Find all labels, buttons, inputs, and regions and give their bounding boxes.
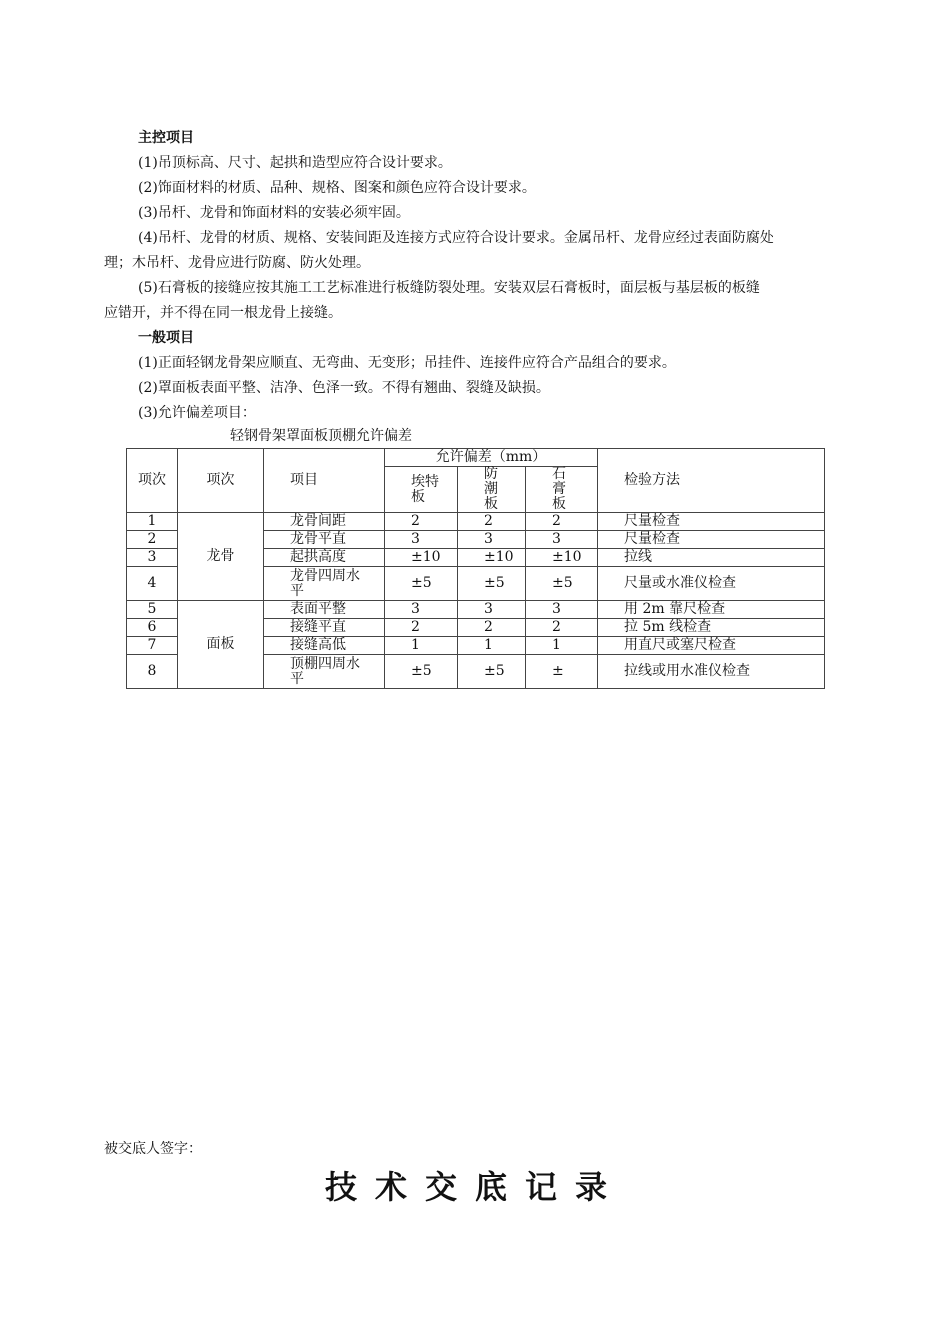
signature-label: 被交底人签字： bbox=[104, 1141, 202, 1157]
row-item: 起拱高度 bbox=[264, 549, 385, 567]
row-method: 拉 5m 线检查 bbox=[598, 619, 825, 637]
row-v2: 3 bbox=[458, 531, 526, 549]
row-no: 1 bbox=[127, 513, 178, 531]
row-item: 接缝平直 bbox=[264, 619, 385, 637]
table-row bbox=[127, 513, 825, 531]
row-v3: ± bbox=[526, 655, 598, 689]
row-method: 尺量检查 bbox=[598, 513, 825, 531]
row-v3: 1 bbox=[526, 637, 598, 655]
row-v3: ±10 bbox=[526, 549, 598, 567]
header-sub-2: 防潮板 bbox=[458, 467, 526, 513]
row-item: 龙骨平直 bbox=[264, 531, 385, 549]
row-item: 龙骨四周水平 bbox=[264, 567, 385, 601]
general-item-3: (3)允许偏差项目： bbox=[138, 405, 256, 421]
row-v2: ±10 bbox=[458, 549, 526, 567]
row-no: 3 bbox=[127, 549, 178, 567]
row-v2: 2 bbox=[458, 513, 526, 531]
row-v1: ±10 bbox=[385, 549, 458, 567]
row-item: 表面平整 bbox=[264, 601, 385, 619]
row-v1: 1 bbox=[385, 637, 458, 655]
row-v2: 1 bbox=[458, 637, 526, 655]
row-no: 2 bbox=[127, 531, 178, 549]
main-control-item-3: (3)吊杆、龙骨和饰面材料的安装必须牢固。 bbox=[138, 205, 410, 221]
row-item: 接缝高低 bbox=[264, 637, 385, 655]
tolerance-table bbox=[126, 448, 825, 689]
row-method: 用直尺或塞尺检查 bbox=[598, 637, 825, 655]
header-tolerance: 允许偏差（mm） bbox=[385, 449, 598, 467]
row-v2: 2 bbox=[458, 619, 526, 637]
row-v3: ±5 bbox=[526, 567, 598, 601]
table-row bbox=[127, 601, 825, 619]
main-control-item-4-cont: 理；木吊杆、龙骨应进行防腐、防火处理。 bbox=[104, 255, 370, 271]
row-method: 拉线或用水准仪检查 bbox=[598, 655, 825, 689]
document-body bbox=[104, 126, 864, 426]
row-v1: 2 bbox=[385, 513, 458, 531]
row-v2: 3 bbox=[458, 601, 526, 619]
row-v1: 2 bbox=[385, 619, 458, 637]
row-item: 顶棚四周水平 bbox=[264, 655, 385, 689]
header-no: 项次 bbox=[127, 449, 178, 513]
header-category: 项次 bbox=[178, 449, 264, 513]
main-control-item-1: (1)吊顶标高、尺寸、起拱和造型应符合设计要求。 bbox=[138, 155, 452, 171]
row-item: 龙骨间距 bbox=[264, 513, 385, 531]
row-v2: ±5 bbox=[458, 567, 526, 601]
row-v3: 2 bbox=[526, 619, 598, 637]
header-sub-3: 石膏板 bbox=[526, 467, 598, 513]
row-no: 6 bbox=[127, 619, 178, 637]
row-v3: 2 bbox=[526, 513, 598, 531]
footer-title: 技术交底记录 bbox=[324, 1168, 625, 1206]
main-control-item-5: (5)石膏板的接缝应按其施工工艺标准进行板缝防裂处理。安装双层石膏板时，面层板与基层板的板缝 bbox=[138, 280, 760, 296]
table-title: 轻钢骨架罩面板顶棚允许偏差 bbox=[230, 428, 412, 444]
row-v1: ±5 bbox=[385, 567, 458, 601]
row-method: 尺量或水准仪检查 bbox=[598, 567, 825, 601]
row-method: 尺量检查 bbox=[598, 531, 825, 549]
row-v1: ±5 bbox=[385, 655, 458, 689]
row-no: 5 bbox=[127, 601, 178, 619]
group-keel: 龙骨 bbox=[178, 513, 264, 601]
row-no: 8 bbox=[127, 655, 178, 689]
header-item: 项目 bbox=[264, 449, 385, 513]
row-v3: 3 bbox=[526, 601, 598, 619]
header-sub-1: 埃特板 bbox=[385, 467, 458, 513]
general-heading: 一般项目 bbox=[138, 330, 194, 346]
row-v2: ±5 bbox=[458, 655, 526, 689]
row-method: 拉线 bbox=[598, 549, 825, 567]
main-control-item-4: (4)吊杆、龙骨的材质、规格、安装间距及连接方式应符合设计要求。金属吊杆、龙骨应经过表面防腐处 bbox=[138, 230, 774, 246]
row-method: 用 2m 靠尺检查 bbox=[598, 601, 825, 619]
row-v3: 3 bbox=[526, 531, 598, 549]
row-no: 7 bbox=[127, 637, 178, 655]
row-v1: 3 bbox=[385, 601, 458, 619]
row-v1: 3 bbox=[385, 531, 458, 549]
group-panel: 面板 bbox=[178, 601, 264, 689]
general-item-2: (2)罩面板表面平整、洁净、色泽一致。不得有翘曲、裂缝及缺损。 bbox=[138, 380, 550, 396]
row-no: 4 bbox=[127, 567, 178, 601]
main-control-heading: 主控项目 bbox=[138, 130, 194, 146]
general-item-1: (1)正面轻钢龙骨架应顺直、无弯曲、无变形；吊挂件、连接件应符合产品组合的要求。 bbox=[138, 355, 676, 371]
header-method: 检验方法 bbox=[598, 449, 825, 513]
main-control-item-5-cont: 应错开，并不得在同一根龙骨上接缝。 bbox=[104, 305, 342, 321]
main-control-item-2: (2)饰面材料的材质、品种、规格、图案和颜色应符合设计要求。 bbox=[138, 180, 536, 196]
